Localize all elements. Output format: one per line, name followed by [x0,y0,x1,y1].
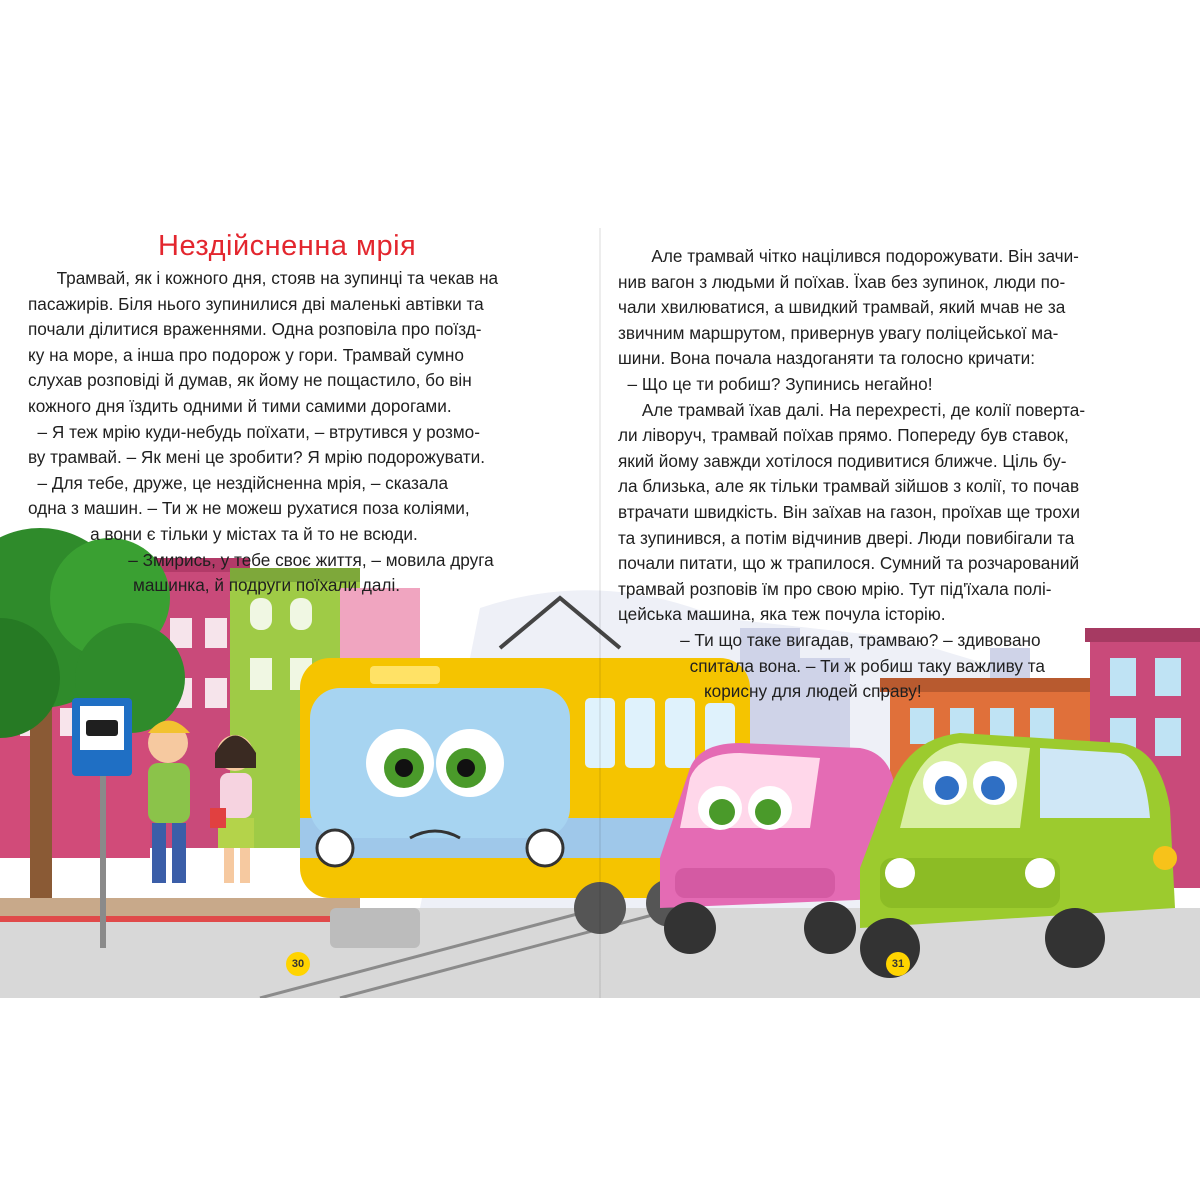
text-line: трамвай розповів їм про свою мрію. Тут під'їхала полі- [618,578,1052,599]
text-line: корисну для людей справу! [618,681,922,702]
text-line: кожного дня їздить одними й тими самими дорогами. [28,395,452,416]
text-line: ла близька, але як тільки трамвай зійшов з колії, то почав [618,476,1080,497]
text-line: одна з машин. – Ти ж не можеш рухатися поза коліями, [28,498,470,519]
text-line: – Для тебе, друже, це нездійсненна мрія, – сказала [28,472,449,493]
text-line: нив вагон з людьми й поїхав. Їхав без зупинок, люди по- [618,271,1066,292]
text-line: почали питати, що ж трапилося. Сумний та розчарований [618,553,1080,574]
text-line: шини. Вона почала наздоганяти та голосно кричати: [618,348,1036,369]
text-line: ли ліворуч, трамвай поїхав прямо. Попереду був ставок, [618,425,1069,446]
story-title: Нездійсненна мрія [158,230,417,262]
text-line: пасажирів. Біля нього зупинилися дві маленькі автівки та [28,293,484,314]
text-line: ку на море, а інша про подорож у гори. Трамвай сумно [28,344,464,365]
text-line: Трамвай, як і кожного дня, стояв на зупинці та чекав на [28,268,499,288]
text-line: – Змирись, у тебе своє життя, – мовила друга [28,549,494,570]
page-number-left: 30 [286,952,310,976]
text-line: втрачати швидкість. Він заїхав на газон, проїхав ще трохи [618,501,1080,522]
text-line: а вони є тільки у містах та й то не всюди. [28,523,418,544]
text-line: – Я теж мрію куди-небудь поїхати, – втрутився у розмо- [28,421,480,442]
text-line: ву трамвай. – Як мені це зробити? Я мрію подорожувати. [28,447,486,468]
book-spread [0,228,1200,998]
right-page-text [618,244,1178,705]
text-line: машинка, й подруги поїхали далі. [28,575,401,596]
text-line: чали хвилюватися, а швидкий трамвай, який мчав не за [618,297,1066,318]
text-line: який йому завжди хотілося подивитися ближче. Ціль бу- [618,450,1067,471]
page-number-right: 31 [886,952,910,976]
text-line: звичним маршрутом, привернув увагу поліцейської ма- [618,322,1059,343]
text-line: почали ділитися враженнями. Одна розповіла про поїзд- [28,319,482,340]
text-line: Але трамвай їхав далі. На перехресті, де колії поверта- [618,399,1086,420]
page-fold [599,228,601,998]
text-line: та зупинився, а потім відчинив двері. Люди повибігали та [618,527,1075,548]
left-page-text [28,240,578,599]
text-line: спитала вона. – Ти ж робиш таку важливу та [618,655,1045,676]
text-line: слухав розповіді й думав, як йому не пощастило, бо він [28,370,472,391]
text-line: – Ти що таке вигадав, трамваю? – здивовано [618,629,1041,650]
text-line: Але трамвай чітко націлився подорожувати. Він зачи- [618,246,1079,266]
text-line: цейська машина, яка теж почула історію. [618,604,946,625]
text-line: – Що це ти робиш? Зупинись негайно! [618,373,933,394]
